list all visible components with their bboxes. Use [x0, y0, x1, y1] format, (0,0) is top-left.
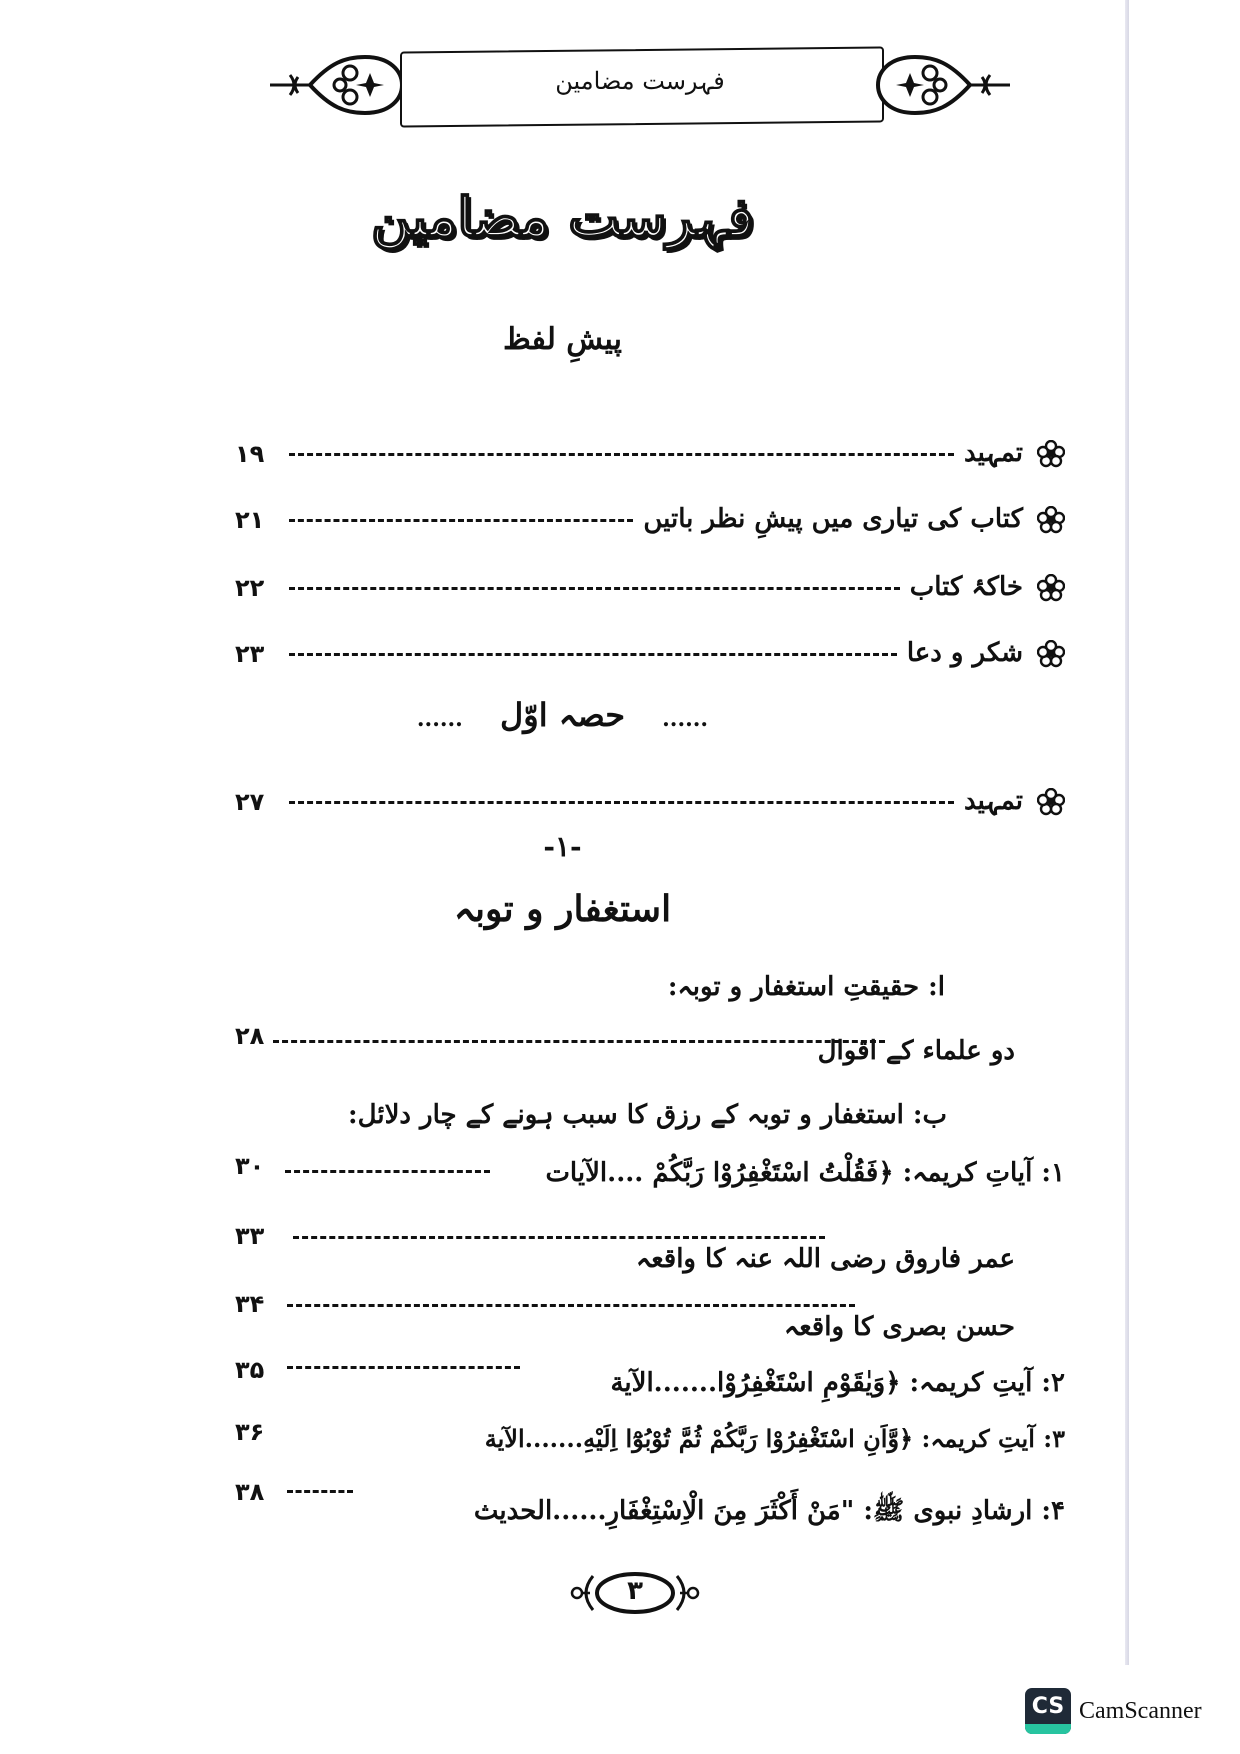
- toc-row[interactable]: [235, 1222, 1065, 1278]
- camscanner-logo-icon: [1025, 1688, 1071, 1734]
- dotted-leader: [289, 801, 954, 804]
- page-number: ۳۸: [235, 1478, 265, 1506]
- dotted-leader: [285, 1170, 490, 1173]
- toc-label: تمہید: [964, 786, 1023, 816]
- flower-icon: [1037, 788, 1065, 816]
- scan-border: [1125, 0, 1129, 1665]
- dotted-leader: [293, 1236, 825, 1239]
- footer-page-ornament: [565, 1570, 705, 1616]
- chapter-number: -۱-: [543, 830, 582, 863]
- page-number: ۲۲: [235, 574, 265, 602]
- dotted-leader: [289, 519, 633, 522]
- page-number: ۲۱: [235, 506, 265, 534]
- toc-label: ۱: آیاتِ کریمہ: ﴿فَقُلْتُ اسْتَغْفِرُوْا رَبَّكُمْ ....الآیات: [545, 1158, 1065, 1188]
- part-one-title: حصہ اوّل: [499, 696, 625, 734]
- page-number: ۳۰: [235, 1152, 265, 1180]
- page-number: ۱۹: [235, 440, 265, 468]
- toc-row[interactable]: [235, 1418, 1065, 1464]
- toc-row[interactable]: [235, 618, 1065, 668]
- camscanner-watermark: [1025, 1688, 1202, 1734]
- dotted-leader: [289, 453, 954, 456]
- ornament-right-icon: [875, 53, 1010, 117]
- dotted-leader: [287, 1304, 855, 1307]
- toc-label: حسن بصری کا واقعہ: [784, 1312, 1015, 1342]
- page-number: ۲۳: [235, 640, 265, 668]
- toc-label: کتاب کی تیاری میں پیشِ نظر باتیں: [643, 504, 1023, 534]
- dotted-leader: [287, 1490, 353, 1493]
- page-number: ۳۳: [235, 1222, 265, 1250]
- toc-row[interactable]: [235, 1356, 1065, 1402]
- dotted-leader: [289, 653, 897, 656]
- toc-row[interactable]: [235, 484, 1065, 534]
- banner-title: فہرست مضامین: [555, 67, 725, 95]
- heading-dots: ......: [416, 706, 463, 732]
- toc-row[interactable]: [235, 1478, 1065, 1534]
- page-number: ۲۷: [235, 788, 265, 816]
- page-number: ۳: [627, 1576, 643, 1606]
- toc-label: شکر و دعا: [906, 638, 1023, 668]
- toc-row[interactable]: [235, 1022, 1065, 1072]
- toc-row[interactable]: [235, 418, 1065, 468]
- dotted-leader: [287, 1366, 520, 1369]
- toc-label: تمہید: [964, 438, 1023, 468]
- header-banner: [270, 45, 1010, 125]
- page-title: فہرست مضامین: [371, 185, 754, 249]
- flower-icon: [1037, 440, 1065, 468]
- toc-row[interactable]: [235, 1152, 1065, 1198]
- preface-heading: پیشِ لفظ: [503, 322, 622, 357]
- toc-row[interactable]: [235, 552, 1065, 602]
- page-number: ۳۵: [235, 1356, 265, 1384]
- page-number: ۳۴: [235, 1290, 265, 1318]
- toc-label: دو علماء کے اقوال: [817, 1036, 1015, 1066]
- toc-row[interactable]: [235, 766, 1065, 816]
- flower-icon: [1037, 506, 1065, 534]
- dotted-leader: [273, 1040, 885, 1043]
- page-number: ۳۶: [235, 1418, 265, 1446]
- toc-label: ۲: آیتِ کریمہ: ﴿وَيٰقَوْمِ اسْتَغْفِرُوْا.......الآیة: [610, 1368, 1065, 1398]
- section-heading: ب: استغفار و توبہ کے رزق کا سبب ہونے کے چار دلائل:: [348, 1100, 947, 1130]
- toc-label: عمر فاروق رضی اللہ عنہ کا واقعہ: [635, 1244, 1015, 1274]
- logo-text: CS: [1031, 1694, 1065, 1719]
- brand-name: CamScanner: [1079, 1697, 1202, 1724]
- section-heading: ا: حقیقتِ استغفار و توبہ:: [667, 972, 945, 1002]
- dotted-leader: [289, 587, 900, 590]
- toc-label: ۴: ارشادِ نبوی ﷺ: "مَنْ أَكْثَرَ مِنَ الْاِسْتِغْفَارِ......الحدیث: [473, 1496, 1065, 1526]
- part-heading: [0, 696, 1125, 734]
- chapter-title: استغفار و توبہ: [453, 888, 672, 930]
- toc-row[interactable]: [235, 1290, 1065, 1346]
- toc-label: ۳: آیتِ کریمہ: ﴿وَّاَنِ اسْتَغْفِرُوْا رَبَّكُمْ ثُمَّ تُوْبُوْٓا اِلَيْهِ.......الآیة: [484, 1424, 1065, 1453]
- toc-label: خاکۂ کتاب: [909, 572, 1023, 602]
- flower-icon: [1037, 574, 1065, 602]
- flower-icon: [1037, 640, 1065, 668]
- heading-dots: ......: [662, 706, 709, 732]
- page-number: ۲۸: [235, 1022, 265, 1050]
